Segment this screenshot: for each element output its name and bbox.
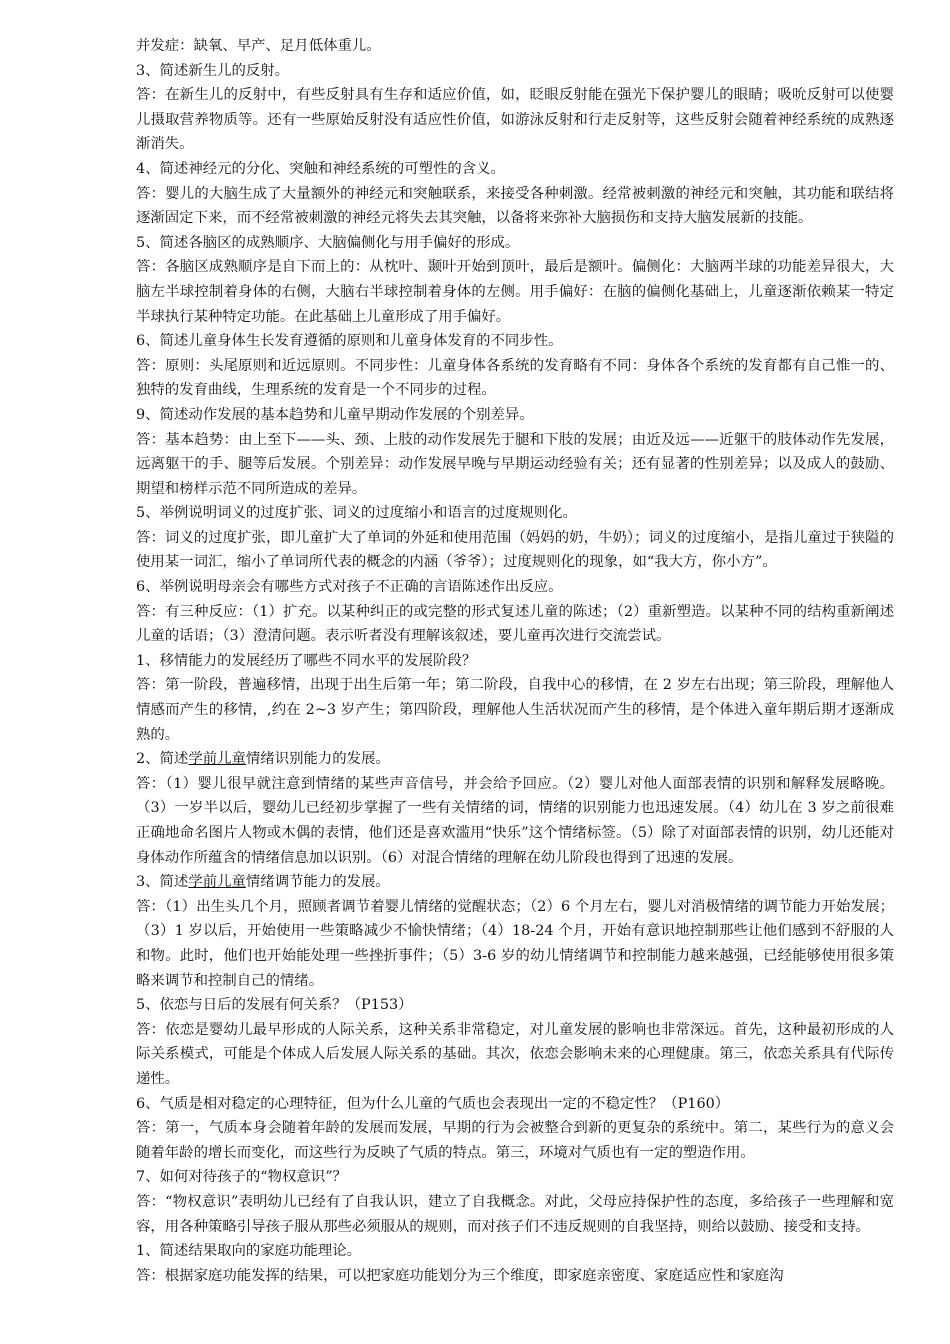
answer-text: 答：各脑区成熟顺序是自下而上的：从枕叶、颞叶开始到顶叶，最后是额叶。偏侧化：大脑两半球的功能差异很大，大脑左半球控制着身体的右侧，大脑右半球控制着身体的左侧。用手偏好：在脑的偏侧化基础上，儿童逐渐依赖某一特定半球执行某种特定功能。在此基础上儿童形成了用手偏好。 — [136, 259, 894, 325]
question-prefix: 3、简述 — [136, 874, 189, 891]
question-heading: 9、简述动作发展的基本趋势和儿童早期动作发展的个别差异。 — [136, 406, 534, 423]
answer-text: 答：根据家庭功能发挥的结果，可以把家庭功能划分为三个维度，即家庭亲密度、家庭适应性和家庭沟 — [136, 1267, 784, 1284]
question-heading: 5、依恋与日后的发展有何关系？（P153） — [136, 997, 413, 1014]
question-heading: 3、简述新生儿的反射。 — [136, 62, 290, 79]
question-heading: 5、简述各脑区的成熟顺序、大脑偏侧化与用手偏好的形成。 — [136, 234, 520, 251]
answer-text: 答：婴儿的大脑生成了大量额外的神经元和突触联系，来接受各种刺激。经常被刺激的神经元和突触，其功能和联结将逐渐固定下来，而不经常被刺激的神经元将失去其突触，以备将来弥补大脑损伤和支持大脑发展新的技能。 — [136, 185, 894, 227]
answer-text: 答：有三种反应：（1）扩充。以某种纠正的或完整的形式复述儿童的陈述；（2）重新塑造。以某种不同的结构重新阐述儿童的话语；（3）澄清问题。表示听者没有理解该叙述，要儿童再次进行交流尝试。 — [136, 603, 894, 645]
question-heading: 1、简述结果取向的家庭功能理论。 — [136, 1243, 362, 1260]
answer-text: 答：第一阶段，普遍移情，出现于出生后第一年；第二阶段，自我中心的移情，在 2 岁左右出现；第三阶段，理解他人情感而产生的移情，,约在 2~3 岁产生；第四阶段，理解他人生活状况而产生的移情，是个体进入童年期后期才逐渐成熟的。 — [136, 677, 894, 743]
question-suffix: 情绪识别能力的发展。 — [245, 751, 390, 768]
answer-text: 答：（1）出生头几个月，照顾者调节着婴儿情绪的觉醒状态；（2）6 个月左右，婴儿对消极情绪的调节能力开始发展；（3）1 岁以后，开始使用一些策略减少不愉快情绪；（4）18-24 个月，开始有意识地控制那些让他们感到不舒服的人和物。此时，他们也开始能处理一些挫折事件；（5）3-6 岁的幼儿情绪调节和控制能力越来越强，已经能够使用很多策略来调节和控制自己的情绪。 — [136, 898, 894, 989]
answer-text: 答：依恋是婴幼儿最早形成的人际关系，这种关系非常稳定，对儿童发展的影响也非常深远。首先，这种最初形成的人际关系模式，可能是个体成人后发展人际关系的基础。其次，依恋会影响未来的心理健康。第三，依恋关系具有代际传递性。 — [136, 1021, 894, 1087]
answer-text: 答：基本趋势：由上至下——头、颈、上肢的动作发展先于腿和下肢的发展；由近及远——近躯干的肢体动作先发展，远离躯干的手、腿等后发展。个别差异：动作发展早晚与早期运动经验有关；还有显著的性别差异；以及成人的鼓励、期望和榜样示范不同所造成的差异。 — [136, 431, 894, 497]
answer-text: 答：“物权意识”表明幼儿已经有了自我认识，建立了自我概念。对此，父母应持保护性的态度，多给孩子一些理解和宽容，用各种策略引导孩子服从那些必须服从的规则，而对孩子们不违反规则的自我坚持，则给以鼓励、接受和支持。 — [136, 1193, 894, 1235]
question-heading: 1、移情能力的发展经历了哪些不同水平的发展阶段？ — [136, 652, 477, 669]
question-heading: 7、如何对待孩子的“物权意识”？ — [136, 1169, 347, 1186]
question-heading — [136, 747, 894, 772]
answer-text: 答：（1）婴儿很早就注意到情绪的某些声音信号，并会给予回应。（2）婴儿对他人面部表情的识别和解释发展略晚。（3）一岁半以后，婴幼儿已经初步掌握了一些有关情绪的词，情绪的识别能力也迅速发展。（4）幼儿在 3 岁之前很难正确地命名图片人物或木偶的表情，他们还是喜欢滥用“快乐”这个情绪标签。（5）除了对面部表情的识别，幼儿还能对身体动作所蕴含的情绪信息加以识别。（6）对混合情绪的理解在幼儿阶段也得到了迅速的发展。 — [136, 775, 894, 866]
question-suffix: 情绪调节能力的发展。 — [245, 874, 390, 891]
underlined-term: 学前儿童 — [188, 874, 246, 891]
question-heading: 6、举例说明母亲会有哪些方式对孩子不正确的言语陈述作出反应。 — [136, 579, 563, 596]
answer-text: 答：原则：头尾原则和近远原则。不同步性：儿童身体各系统的发育略有不同：身体各个系统的发育都有自己惟一的、独特的发育曲线，生理系统的发育是一个不同步的过程。 — [136, 357, 894, 399]
underlined-term: 学前儿童 — [188, 751, 246, 768]
question-heading: 4、简述神经元的分化、突触和神经系统的可塑性的含义。 — [136, 160, 505, 177]
answer-text: 并发症：缺氧、早产、足月低体重儿。 — [136, 38, 381, 54]
question-heading — [136, 870, 894, 895]
answer-text: 答：词义的过度扩张，即儿童扩大了单词的外延和使用范围（妈妈的奶，牛奶）；词义的过度缩小，是指儿童过于狭隘的使用某一词汇，缩小了单词所代表的概念的内涵（爷爷）；过度规则化的现象，如“我大方，你小方”。 — [136, 529, 894, 571]
answer-text: 答：第一，气质本身会随着年龄的发展而发展，早期的行为会被整合到新的更复杂的系统中。第二，某些行为的意义会随着年龄的增长而变化，而这些行为反映了气质的特点。第三，环境对气质也有一定的塑造作用。 — [136, 1120, 894, 1161]
question-prefix: 2、简述 — [136, 751, 189, 768]
answer-text: 答：在新生儿的反射中，有些反射具有生存和适应价值，如，眨眼反射能在强光下保护婴儿的眼睛；吸吮反射可以使婴儿摄取营养物质等。还有一些原始反射没有适应性价值，如游泳反射和行走反射等，这些反射会随着神经系统的成熟逐渐消失。 — [136, 87, 894, 153]
question-heading: 6、气质是相对稳定的心理特征，但为什么儿童的气质也会表现出一定的不稳定性？（P160） — [136, 1095, 730, 1112]
question-heading: 6、简述儿童身体生长发育遵循的原则和儿童身体发育的不同步性。 — [136, 333, 563, 350]
document-page — [136, 34, 894, 1288]
question-heading: 5、举例说明词义的过度扩张、词义的过度缩小和语言的过度规则化。 — [136, 505, 577, 522]
